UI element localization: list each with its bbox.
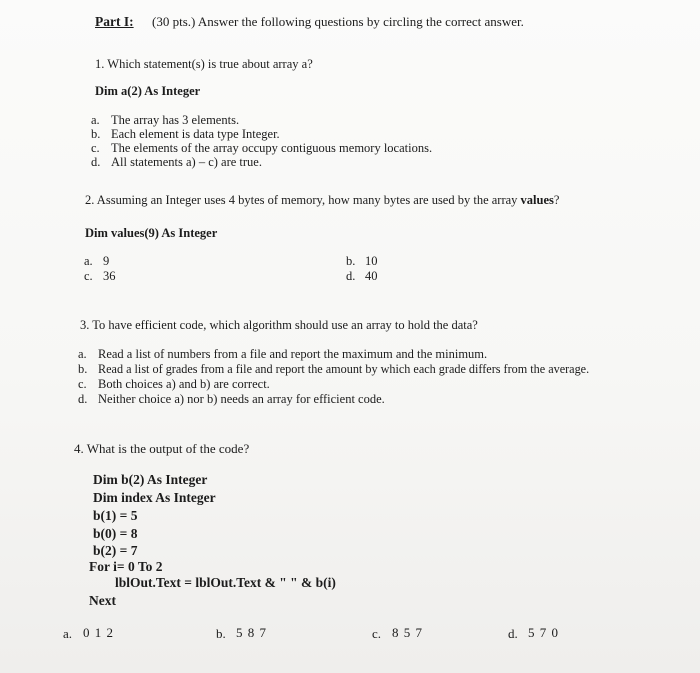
q1-option-c-letter[interactable]: c. <box>91 141 100 155</box>
q4-code-line: Dim index As Integer <box>93 490 216 505</box>
q3-question: 3. To have efficient code, which algorithm should use an array to hold the data? <box>80 318 478 332</box>
q1-option-b-text[interactable]: Each element is data type Integer. <box>111 127 280 141</box>
q2-question: 2. Assuming an Integer uses 4 bytes of memory, how many bytes are used by the array values? <box>85 193 560 207</box>
q4-option-c-text[interactable]: 8 5 7 <box>392 625 423 640</box>
q1-option-b-letter[interactable]: b. <box>91 127 101 141</box>
q2-option-b-letter[interactable]: b. <box>346 254 356 268</box>
q1-question: 1. Which statement(s) is true about array a? <box>95 57 313 71</box>
q2-option-b-text[interactable]: 10 <box>365 254 378 268</box>
q4-code-line: lblOut.Text = lblOut.Text & " " & b(i) <box>115 575 336 590</box>
q4-code-line: b(0) = 8 <box>93 526 138 541</box>
q4-option-d-text[interactable]: 5 7 0 <box>528 625 559 640</box>
q1-code: Dim a(2) As Integer <box>95 84 201 98</box>
q2-question-bold: values <box>520 193 554 207</box>
q1-option-d-letter[interactable]: d. <box>91 155 101 169</box>
q3-option-a-text[interactable]: Read a list of numbers from a file and report the maximum and the minimum. <box>98 347 488 361</box>
q4-question: 4. What is the output of the code? <box>74 441 250 456</box>
q2-option-d-letter[interactable]: d. <box>346 269 356 283</box>
q2-option-a-letter[interactable]: a. <box>84 254 93 268</box>
q1-option-c-text[interactable]: The elements of the array occupy contiguous memory locations. <box>111 141 433 155</box>
q3-option-c-letter[interactable]: c. <box>78 377 87 391</box>
q2-option-c-letter[interactable]: c. <box>84 269 93 283</box>
q4-option-a-text[interactable]: 0 1 2 <box>83 625 114 640</box>
q3-option-c-text[interactable]: Both choices a) and b) are correct. <box>98 377 270 391</box>
q4-option-c-letter[interactable]: c. <box>372 626 382 641</box>
q3-option-b-letter[interactable]: b. <box>78 362 88 376</box>
q4-option-b-letter[interactable]: b. <box>216 626 226 641</box>
q3-option-d-text[interactable]: Neither choice a) nor b) needs an array for efficient code. <box>98 392 385 406</box>
q2-code: Dim values(9) As Integer <box>85 226 218 240</box>
q1-option-a-letter[interactable]: a. <box>91 113 100 127</box>
q1-option-a-text[interactable]: The array has 3 elements. <box>111 113 240 127</box>
q3-option-d-letter[interactable]: d. <box>78 392 88 406</box>
q4-code-line: b(2) = 7 <box>93 543 138 558</box>
part-label: Part I: <box>95 14 134 29</box>
q4-option-d-letter[interactable]: d. <box>508 626 518 641</box>
q3-option-b-text[interactable]: Read a list of grades from a file and report the amount by which each grade differs from the average. <box>98 362 590 376</box>
q2-option-d-text[interactable]: 40 <box>365 269 378 283</box>
q4-code-line: Dim b(2) As Integer <box>93 472 208 487</box>
q4-option-b-text[interactable]: 5 8 7 <box>236 625 267 640</box>
q4-option-a-letter[interactable]: a. <box>63 626 73 641</box>
q2-option-c-text[interactable]: 36 <box>103 269 116 283</box>
q2-option-a-text[interactable]: 9 <box>103 254 110 268</box>
q4-code-line: b(1) = 5 <box>93 508 138 523</box>
q1-option-d-text[interactable]: All statements a) – c) are true. <box>111 155 262 169</box>
q4-code-line: For i= 0 To 2 <box>89 559 163 574</box>
q4-code-line: Next <box>89 593 116 608</box>
q3-option-a-letter[interactable]: a. <box>78 347 87 361</box>
instructions: (30 pts.) Answer the following questions by circling the correct answer. <box>152 14 524 29</box>
